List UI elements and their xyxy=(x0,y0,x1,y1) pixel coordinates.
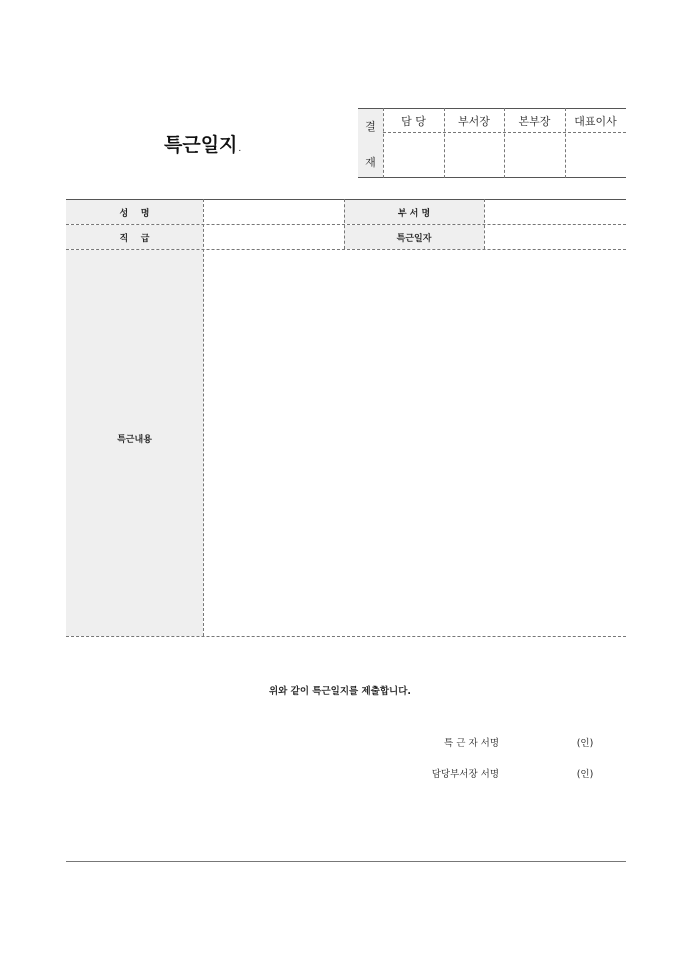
approval-col-ceo: 대표이사 xyxy=(574,115,617,128)
approval-side-label-bottom: 재 xyxy=(365,156,376,169)
page-bottom-rule xyxy=(66,861,626,862)
approval-col-staff: 담 당 xyxy=(401,115,426,128)
title-text: 특근일지 xyxy=(164,134,238,156)
name-field[interactable] xyxy=(204,200,343,224)
rank-field[interactable] xyxy=(204,225,343,249)
submission-statement: 위와 같이 특근일지를 제출합니다. xyxy=(268,686,411,697)
sign-slot-dept-head[interactable] xyxy=(445,133,503,177)
dept-head-signature-label: 담당부서장 서명 xyxy=(431,769,499,780)
date-field[interactable] xyxy=(485,225,626,249)
approval-box xyxy=(358,108,626,178)
form-bottom-line xyxy=(66,636,626,637)
sign-slot-division-head[interactable] xyxy=(505,133,564,177)
approval-side-label-top: 결 xyxy=(365,120,376,133)
content-label: 특근내용 xyxy=(117,435,152,445)
worker-signature-label: 특 근 자 서명 xyxy=(444,738,499,749)
sign-slot-ceo[interactable] xyxy=(566,133,625,177)
worker-seal-mark[interactable]: (인) xyxy=(576,738,594,749)
content-field[interactable] xyxy=(204,250,626,636)
document-title xyxy=(164,130,241,157)
title-dot: . xyxy=(238,144,242,154)
dept-head-seal-mark[interactable]: (인) xyxy=(576,769,594,780)
date-label: 특근일자 xyxy=(396,234,432,244)
approval-top-line xyxy=(358,108,626,109)
approval-col-dept-head: 부서장 xyxy=(458,115,490,128)
dept-field[interactable] xyxy=(485,200,626,224)
name-label: 성 명 xyxy=(119,209,150,219)
dept-label: 부 서 명 xyxy=(397,209,431,219)
rank-label: 직 급 xyxy=(119,234,150,244)
approval-col-division-head: 본부장 xyxy=(518,115,551,128)
sign-slot-staff[interactable] xyxy=(384,133,443,177)
form-table xyxy=(66,199,626,637)
approval-bottom-line xyxy=(358,177,626,178)
